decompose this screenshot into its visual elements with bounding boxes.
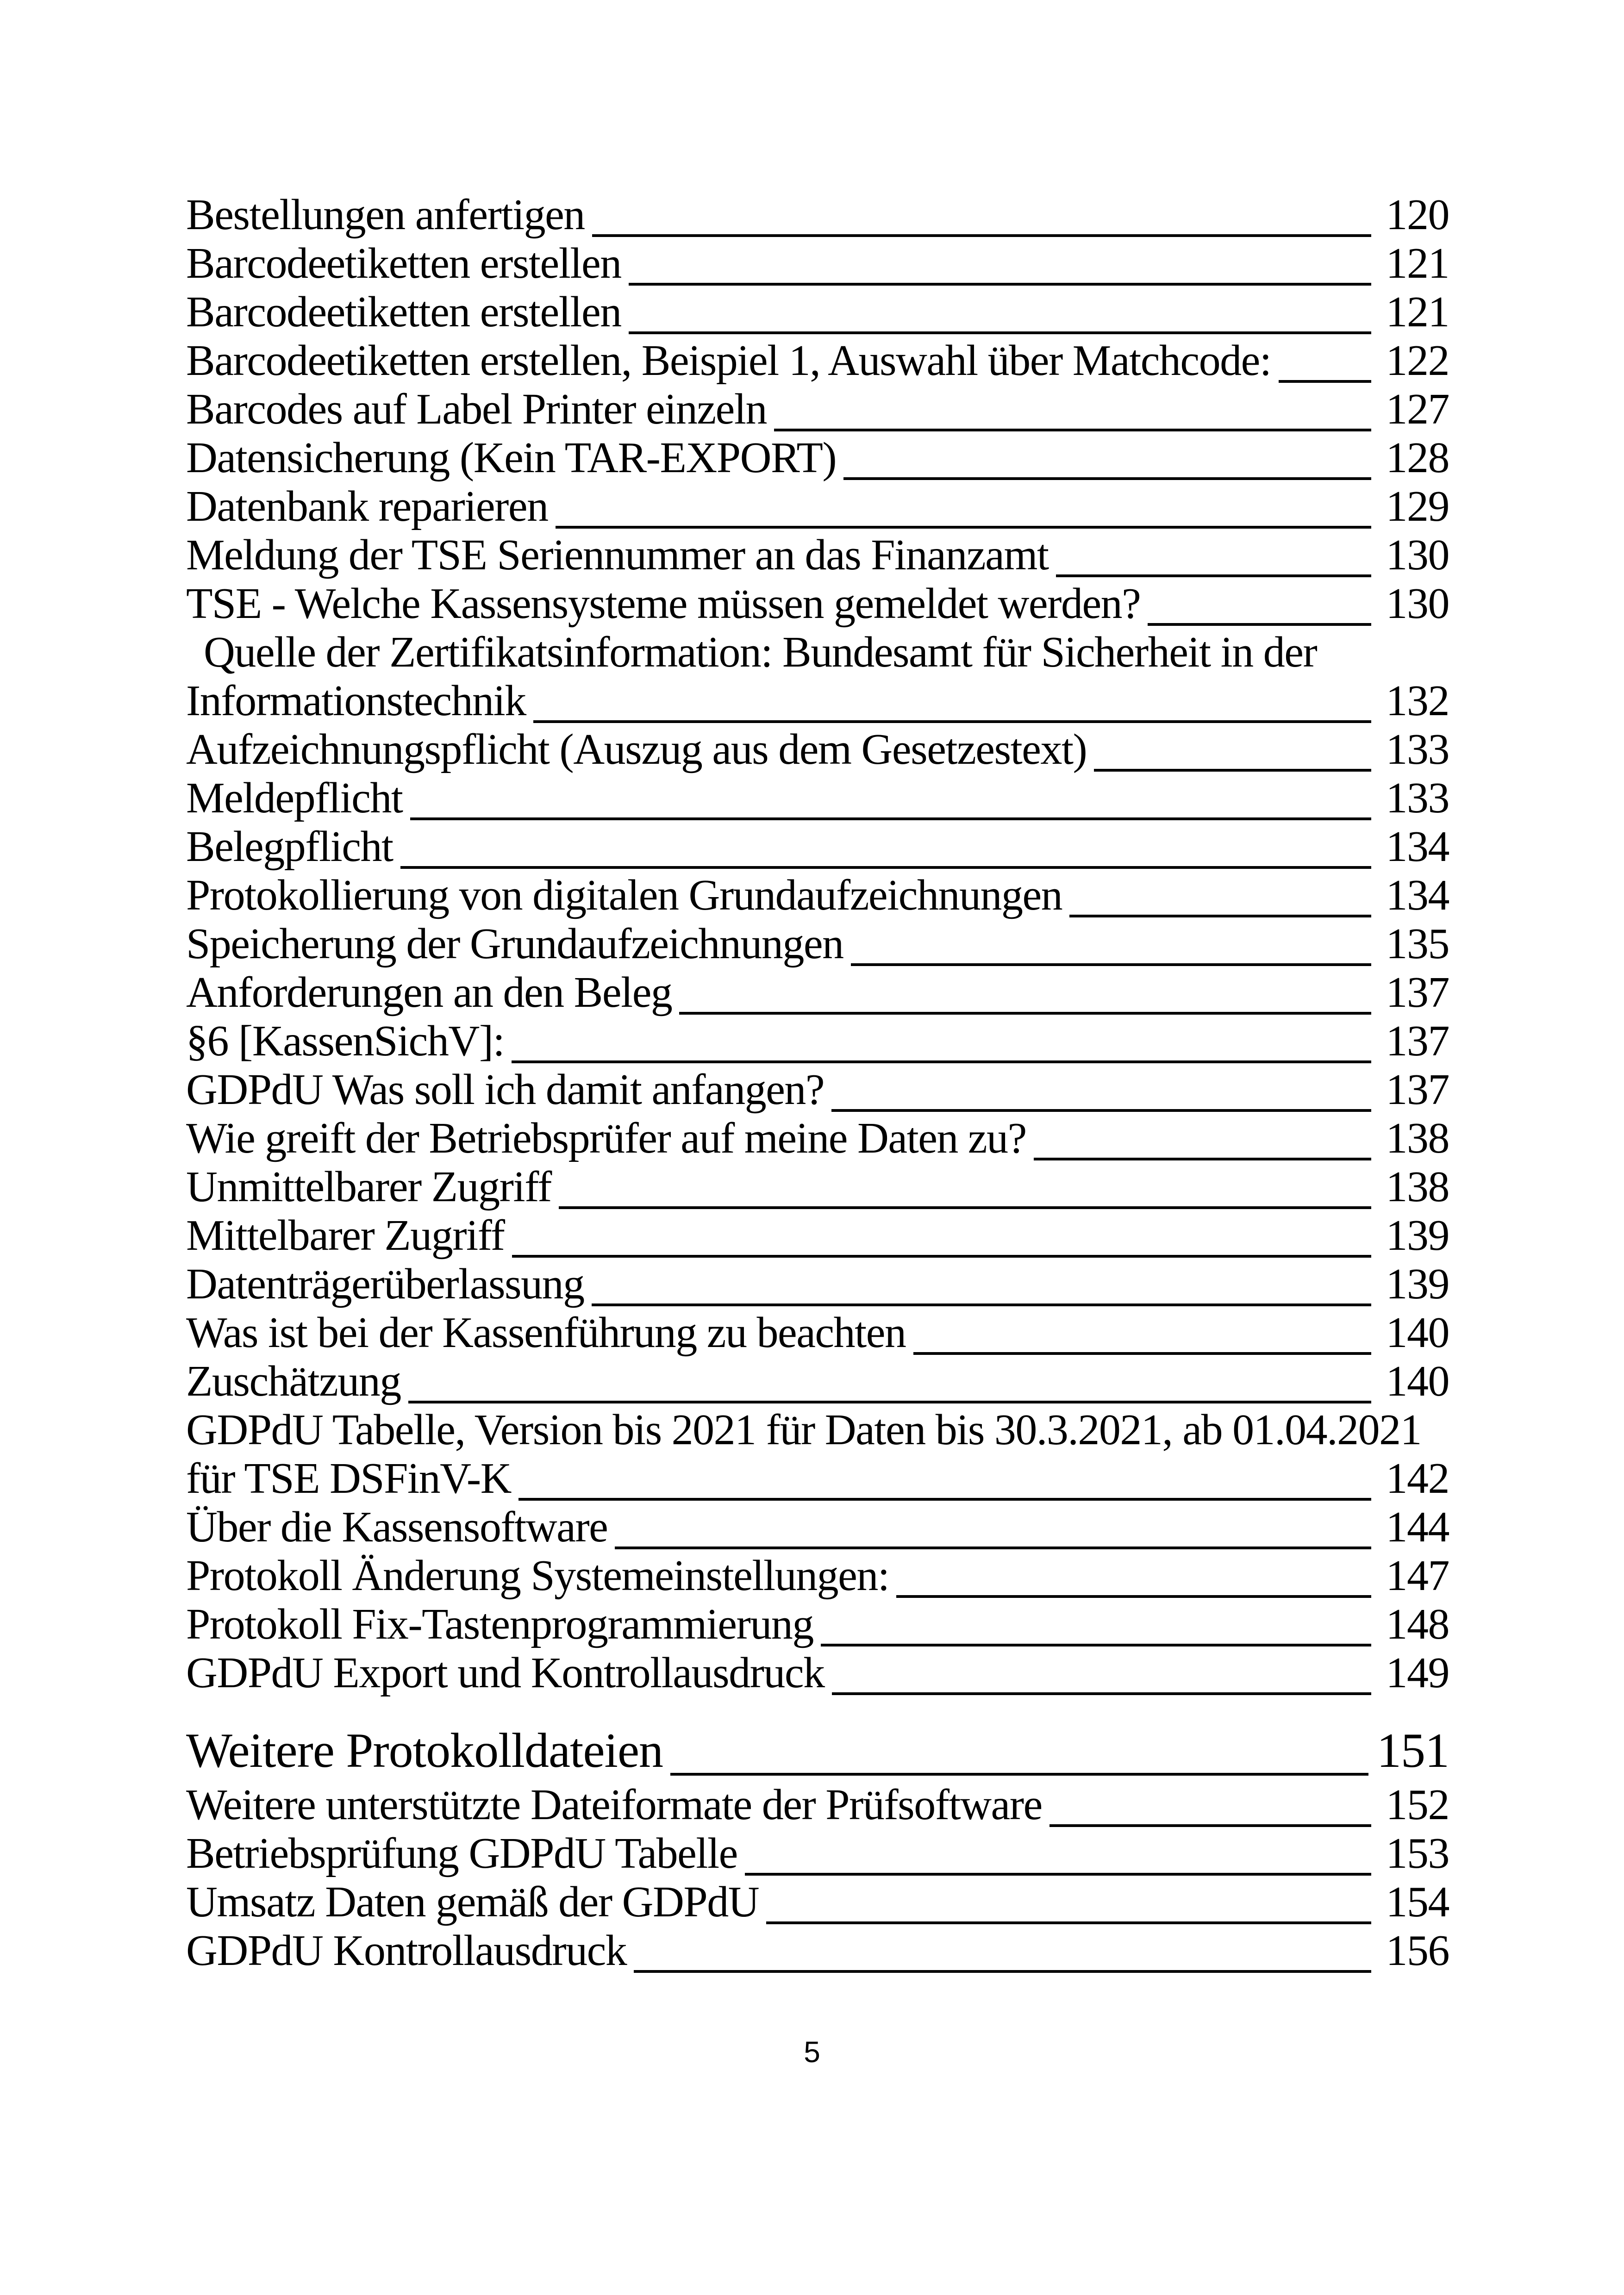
toc-entry-label: TSE - Welche Kassensysteme müssen gemeldet werden? — [186, 580, 1141, 628]
toc-entry — [186, 968, 1449, 1017]
toc-entry — [186, 628, 1449, 677]
toc-entry-page-number: 148 — [1386, 1600, 1449, 1648]
toc-leader-line — [1094, 769, 1371, 772]
toc-entry-label: Barcodeetiketten erstellen — [186, 288, 621, 336]
toc-entry — [186, 1878, 1449, 1927]
toc-leader-line — [831, 1109, 1371, 1112]
toc-leader-line — [913, 1352, 1372, 1355]
toc-entry-label: Datenträgerüberlassung — [186, 1260, 584, 1308]
toc-leader-line — [745, 1873, 1371, 1876]
toc-entry-page-number: 137 — [1386, 1066, 1449, 1114]
toc-entry-label: Umsatz Daten gemäß der GDPdU — [186, 1878, 759, 1926]
toc-entry-page-number: 130 — [1386, 531, 1449, 579]
toc-entry-page-number: 121 — [1386, 288, 1449, 336]
toc-entry-label: Barcodeetiketten erstellen — [186, 239, 621, 287]
toc-leader-line — [843, 477, 1371, 480]
toc-entry-label: Unmittelbarer Zugriff — [186, 1163, 551, 1211]
toc-leader-line — [821, 1644, 1371, 1646]
toc-entry-page-number: 142 — [1386, 1454, 1449, 1503]
toc-leader-line — [408, 1401, 1371, 1403]
toc-entry-label: GDPdU Was soll ich damit anfangen? — [186, 1066, 824, 1114]
toc-leader-line — [1148, 623, 1371, 626]
toc-entry — [186, 774, 1449, 823]
toc-entry-label: Über die Kassensoftware — [186, 1503, 608, 1551]
toc-entry-label: Meldung der TSE Seriennummer an das Finanzamt — [186, 531, 1049, 579]
toc-entry-page-number: 133 — [1386, 725, 1449, 773]
toc-entry — [186, 1649, 1449, 1697]
toc-entry-page-number: 156 — [1386, 1927, 1449, 1975]
toc-leader-line — [1279, 380, 1372, 383]
toc-entry-page-number: 127 — [1386, 385, 1449, 433]
toc-entry — [186, 1163, 1449, 1211]
toc-entry-label: Datensicherung (Kein TAR-EXPORT) — [186, 434, 837, 482]
toc-entry — [186, 1309, 1449, 1357]
toc-entry — [186, 1260, 1449, 1309]
toc-entry-label: für TSE DSFinV-K — [186, 1454, 512, 1503]
toc-entry-page-number: 138 — [1386, 1114, 1449, 1162]
toc-entry-label: Datenbank reparieren — [186, 482, 548, 530]
toc-entry — [186, 1600, 1449, 1649]
toc-entry-label: Betriebsprüfung GDPdU Tabelle — [186, 1829, 737, 1877]
toc-leader-line — [556, 526, 1371, 529]
toc-entry-label: Was ist bei der Kassenführung zu beachten — [186, 1309, 906, 1357]
toc-entry — [186, 337, 1449, 385]
toc-entry-label: Anforderungen an den Beleg — [186, 968, 672, 1017]
footer — [0, 2036, 1624, 2068]
toc-entry-page-number: 133 — [1386, 774, 1449, 822]
toc-leader-line — [1049, 1824, 1371, 1827]
toc-entry-label: Protokoll Änderung Systemeinstellungen: — [186, 1552, 889, 1600]
toc-entry-label: Weitere unterstützte Dateiformate der Prüfsoftware — [186, 1781, 1042, 1829]
toc-entry-label: Belegpflicht — [186, 823, 393, 871]
toc-entry-label: Informationstechnik — [186, 677, 526, 725]
toc-entry — [186, 1552, 1449, 1600]
toc-entry — [186, 531, 1449, 580]
toc-entry-page-number: 134 — [1386, 823, 1449, 871]
toc-entry — [186, 434, 1449, 482]
toc-entry-page-number: 137 — [1386, 968, 1449, 1017]
toc-entry-page-number: 122 — [1386, 337, 1449, 385]
toc-entry-page-number: 153 — [1386, 1829, 1449, 1877]
toc-leader-line — [400, 866, 1371, 869]
toc-leader-line — [1069, 915, 1371, 917]
toc-entry — [186, 580, 1449, 628]
toc-entry-label: §6 [KassenSichV]: — [186, 1017, 505, 1065]
toc-entry-label: GDPdU Kontrollausdruck — [186, 1927, 627, 1975]
toc-entry — [186, 1406, 1449, 1454]
toc-leader-line — [1056, 574, 1371, 577]
toc-leader-line — [774, 429, 1371, 431]
toc-entry — [186, 191, 1449, 239]
toc-entry-label: Quelle der Zertifikatsinformation: Bundesamt für Sicherheit in der — [204, 628, 1317, 676]
toc-leader-line — [896, 1595, 1371, 1598]
toc-leader-line — [410, 817, 1371, 820]
toc-entry-label: Meldepflicht — [186, 774, 403, 822]
toc-entry-label: GDPdU Export und Kontrollausdruck — [186, 1649, 824, 1697]
toc-entry — [186, 1017, 1449, 1066]
toc-entry — [186, 1114, 1449, 1163]
toc-entry-page-number: 151 — [1377, 1723, 1449, 1777]
toc-leader-line — [512, 1060, 1371, 1063]
toc-entry — [186, 920, 1449, 968]
toc-entry-label: Aufzeichnungspflicht (Auszug aus dem Gesetzestext) — [186, 725, 1087, 773]
toc-leader-line — [1034, 1158, 1371, 1160]
toc-entry-page-number: 140 — [1386, 1357, 1449, 1405]
toc-entry — [186, 725, 1449, 774]
toc-entry-label: Wie greift der Betriebsprüfer auf meine Daten zu? — [186, 1114, 1026, 1162]
toc-leader-line — [629, 331, 1371, 334]
toc-entry-page-number: 121 — [1386, 239, 1449, 287]
toc-entry-page-number: 130 — [1386, 580, 1449, 628]
toc-leader-line — [629, 283, 1371, 286]
toc-entry-label: Barcodeetiketten erstellen, Beispiel 1, Auswahl über Matchcode: — [186, 337, 1271, 385]
toc-leader-line — [851, 963, 1371, 966]
toc-entry — [186, 823, 1449, 871]
toc-entry — [186, 871, 1449, 920]
toc-entry — [186, 1211, 1449, 1260]
toc-entry-label: Bestellungen anfertigen — [186, 191, 585, 239]
toc-entry-page-number: 120 — [1386, 191, 1449, 239]
toc-entry — [186, 1829, 1449, 1878]
toc-leader-line — [518, 1498, 1371, 1501]
toc-entry-page-number: 132 — [1386, 677, 1449, 725]
toc-leader-line — [559, 1206, 1371, 1209]
toc-entry — [186, 1781, 1449, 1829]
toc-entry — [186, 1066, 1449, 1114]
toc-section-heading — [186, 1721, 1449, 1781]
toc-entry — [186, 239, 1449, 288]
toc-entry-page-number: 128 — [1386, 434, 1449, 482]
toc-entry-label: Mittelbarer Zugriff — [186, 1211, 505, 1260]
toc-leader-line — [766, 1921, 1371, 1924]
toc-entry-page-number: 129 — [1386, 482, 1449, 530]
toc-entry-page-number: 152 — [1386, 1781, 1449, 1829]
table-of-contents — [186, 191, 1449, 1975]
toc-entry-label: Speicherung der Grundaufzeichnungen — [186, 920, 843, 968]
toc-entry — [186, 482, 1449, 531]
toc-entry — [186, 677, 1449, 725]
toc-entry — [186, 385, 1449, 434]
toc-entry-page-number: 154 — [1386, 1878, 1449, 1926]
toc-entry-page-number: 147 — [1386, 1552, 1449, 1600]
toc-leader-line — [634, 1970, 1371, 1973]
toc-leader-line — [533, 720, 1371, 723]
toc-leader-line — [592, 1303, 1371, 1306]
toc-leader-line — [615, 1547, 1371, 1549]
toc-entry-label: GDPdU Tabelle, Version bis 2021 für Daten bis 30.3.2021, ab 01.04.2021 — [186, 1406, 1422, 1454]
toc-leader-line — [679, 1012, 1371, 1015]
toc-entry-label: Weitere Protokolldateien — [186, 1723, 663, 1777]
toc-entry — [186, 1454, 1449, 1503]
toc-entry-page-number: 140 — [1386, 1309, 1449, 1357]
toc-leader-line — [592, 234, 1371, 237]
toc-entry — [186, 1503, 1449, 1552]
footer-page-number: 5 — [804, 2035, 820, 2069]
toc-entry-label: Protokollierung von digitalen Grundaufzeichnungen — [186, 871, 1062, 919]
toc-entry-page-number: 139 — [1386, 1260, 1449, 1308]
toc-entry-page-number: 134 — [1386, 871, 1449, 919]
toc-entry-label: Zuschätzung — [186, 1357, 401, 1405]
toc-leader-line — [832, 1692, 1371, 1695]
toc-entry-page-number: 149 — [1386, 1649, 1449, 1697]
toc-entry-page-number: 144 — [1386, 1503, 1449, 1551]
toc-entry-label: Barcodes auf Label Printer einzeln — [186, 385, 767, 433]
toc-entry-page-number: 139 — [1386, 1211, 1449, 1260]
toc-entry — [186, 1357, 1449, 1406]
toc-entry — [186, 288, 1449, 337]
toc-entry-page-number: 137 — [1386, 1017, 1449, 1065]
toc-leader-line — [670, 1773, 1368, 1776]
toc-entry — [186, 1927, 1449, 1975]
toc-entry-page-number: 135 — [1386, 920, 1449, 968]
toc-entry-page-number: 138 — [1386, 1163, 1449, 1211]
toc-entry-label: Protokoll Fix-Tastenprogrammierung — [186, 1600, 813, 1648]
toc-leader-line — [512, 1255, 1371, 1258]
